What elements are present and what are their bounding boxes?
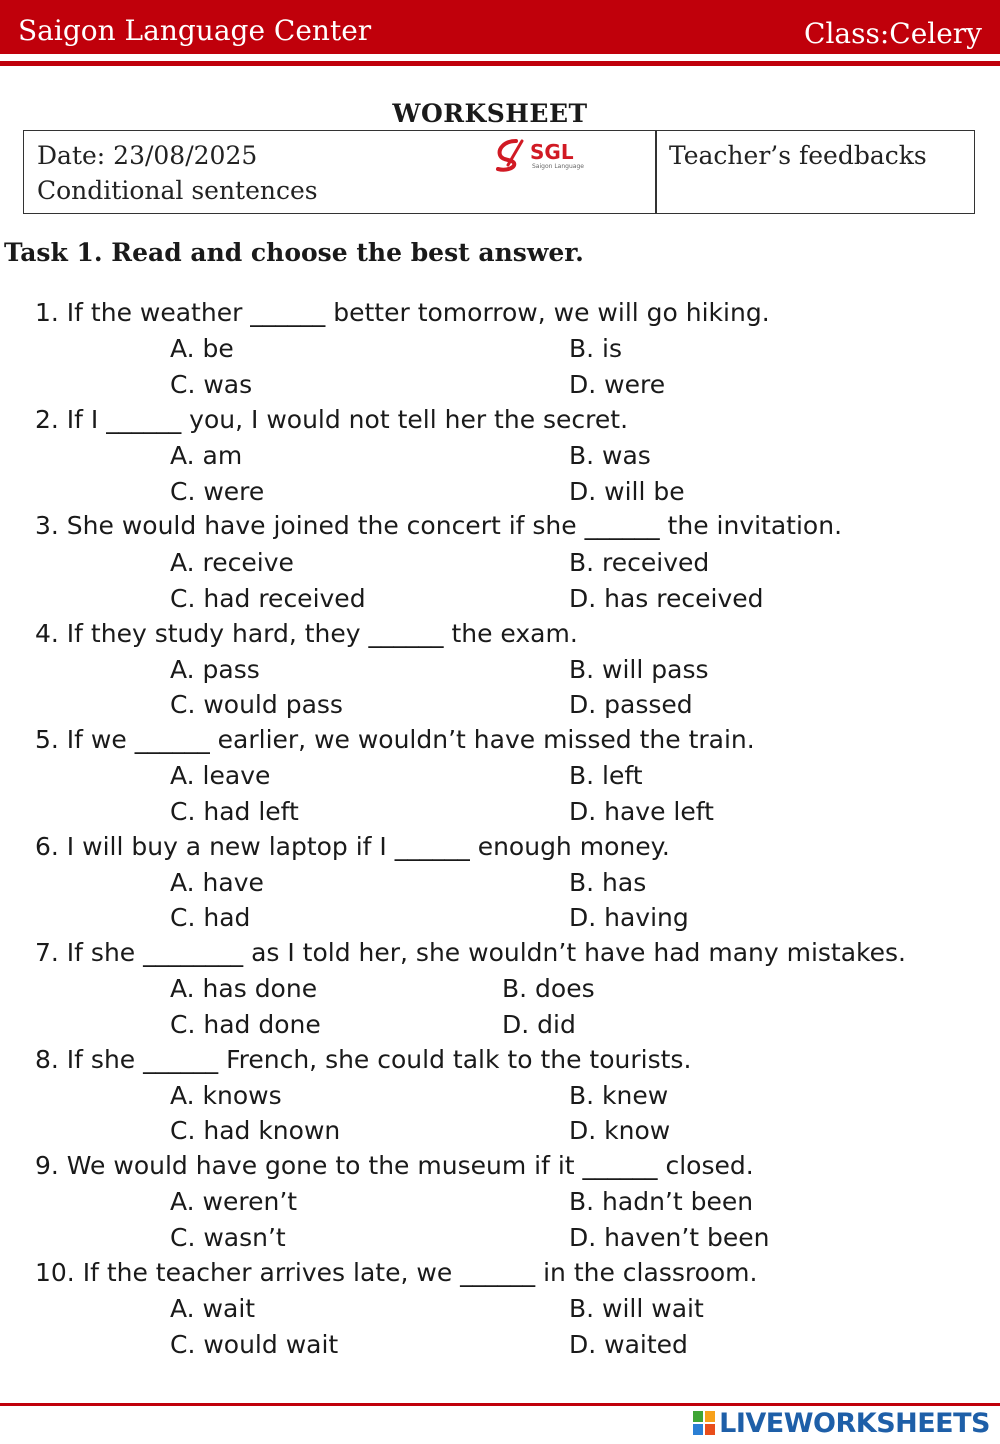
- option-8b[interactable]: B. knew: [569, 1081, 669, 1110]
- header-bar: [0, 0, 1000, 54]
- option-7c[interactable]: C. had done: [170, 1010, 321, 1039]
- option-9a[interactable]: A. weren’t: [170, 1187, 298, 1216]
- option-3c[interactable]: C. had received: [170, 584, 366, 613]
- logo-text: SGL: [530, 140, 574, 164]
- option-5d[interactable]: D. have left: [569, 797, 714, 826]
- liveworksheets-blocks-icon: [693, 1411, 715, 1435]
- option-7b[interactable]: B. does: [502, 974, 595, 1003]
- worksheet-title: WORKSHEET: [392, 99, 588, 128]
- option-10c[interactable]: C. would wait: [170, 1330, 339, 1359]
- option-1b[interactable]: B. is: [569, 334, 623, 363]
- option-10d[interactable]: D. waited: [569, 1330, 688, 1359]
- question-1: 1. If the weather ______ better tomorrow, we will go hiking.: [35, 298, 770, 327]
- question-3: 3. She would have joined the concert if she ______ the invitation.: [35, 511, 843, 540]
- question-2: 2. If I ______ you, I would not tell her the secret.: [35, 405, 629, 434]
- option-6b[interactable]: B. has: [569, 868, 647, 897]
- option-2a[interactable]: A. am: [170, 441, 243, 470]
- option-6c[interactable]: C. had: [170, 903, 251, 932]
- option-6a[interactable]: A. have: [170, 868, 264, 897]
- option-4a[interactable]: A. pass: [170, 655, 260, 684]
- question-4: 4. If they study hard, they ______ the exam.: [35, 619, 578, 648]
- question-5: 5. If we ______ earlier, we wouldn’t have missed the train.: [35, 725, 755, 754]
- date-text: Date: 23/08/2025: [37, 141, 258, 170]
- option-1d[interactable]: D. were: [569, 370, 666, 399]
- option-3a[interactable]: A. receive: [170, 548, 294, 577]
- option-8d[interactable]: D. know: [569, 1116, 671, 1145]
- option-10b[interactable]: B. will wait: [569, 1294, 704, 1323]
- option-5a[interactable]: A. leave: [170, 761, 271, 790]
- question-7: 7. If she ________ as I told her, she wouldn’t have had many mistakes.: [35, 938, 906, 967]
- question-10: 10. If the teacher arrives late, we ______ in the classroom.: [35, 1258, 758, 1287]
- center-name: Saigon Language Center: [18, 14, 372, 47]
- option-5b[interactable]: B. left: [569, 761, 643, 790]
- option-8c[interactable]: C. had known: [170, 1116, 341, 1145]
- option-1a[interactable]: A. be: [170, 334, 234, 363]
- option-3d[interactable]: D. has received: [569, 584, 764, 613]
- logo-subtext: Saigon Language: [532, 163, 584, 170]
- class-label: Class:Celery: [804, 17, 982, 50]
- option-6d[interactable]: D. having: [569, 903, 689, 932]
- option-8a[interactable]: A. knows: [170, 1081, 282, 1110]
- option-2c[interactable]: C. were: [170, 477, 265, 506]
- option-4b[interactable]: B. will pass: [569, 655, 709, 684]
- option-9b[interactable]: B. hadn’t been: [569, 1187, 754, 1216]
- question-9: 9. We would have gone to the museum if it ______ closed.: [35, 1151, 754, 1180]
- header-divider: [0, 61, 1000, 66]
- option-2b[interactable]: B. was: [569, 441, 651, 470]
- option-4d[interactable]: D. passed: [569, 690, 693, 719]
- question-6: 6. I will buy a new laptop if I ______ enough money.: [35, 832, 670, 861]
- topic-text: Conditional sentences: [37, 176, 318, 205]
- option-3b[interactable]: B. received: [569, 548, 710, 577]
- option-7a[interactable]: A. has done: [170, 974, 318, 1003]
- option-10a[interactable]: A. wait: [170, 1294, 256, 1323]
- task-title: Task 1. Read and choose the best answer.: [4, 238, 584, 267]
- liveworksheets-wordmark: LIVEWORKSHEETS: [719, 1407, 990, 1439]
- option-9d[interactable]: D. haven’t been: [569, 1223, 770, 1252]
- option-1c[interactable]: C. was: [170, 370, 253, 399]
- liveworksheets-logo: [693, 1405, 990, 1441]
- info-box: [23, 130, 975, 214]
- sgl-logo: [494, 135, 594, 175]
- option-7d[interactable]: D. did: [502, 1010, 576, 1039]
- question-8: 8. If she ______ French, she could talk to the tourists.: [35, 1045, 692, 1074]
- feedback-label: Teacher’s feedbacks: [669, 141, 927, 170]
- option-4c[interactable]: C. would pass: [170, 690, 343, 719]
- option-5c[interactable]: C. had left: [170, 797, 299, 826]
- info-box-divider: [655, 131, 657, 213]
- option-9c[interactable]: C. wasn’t: [170, 1223, 286, 1252]
- option-2d[interactable]: D. will be: [569, 477, 685, 506]
